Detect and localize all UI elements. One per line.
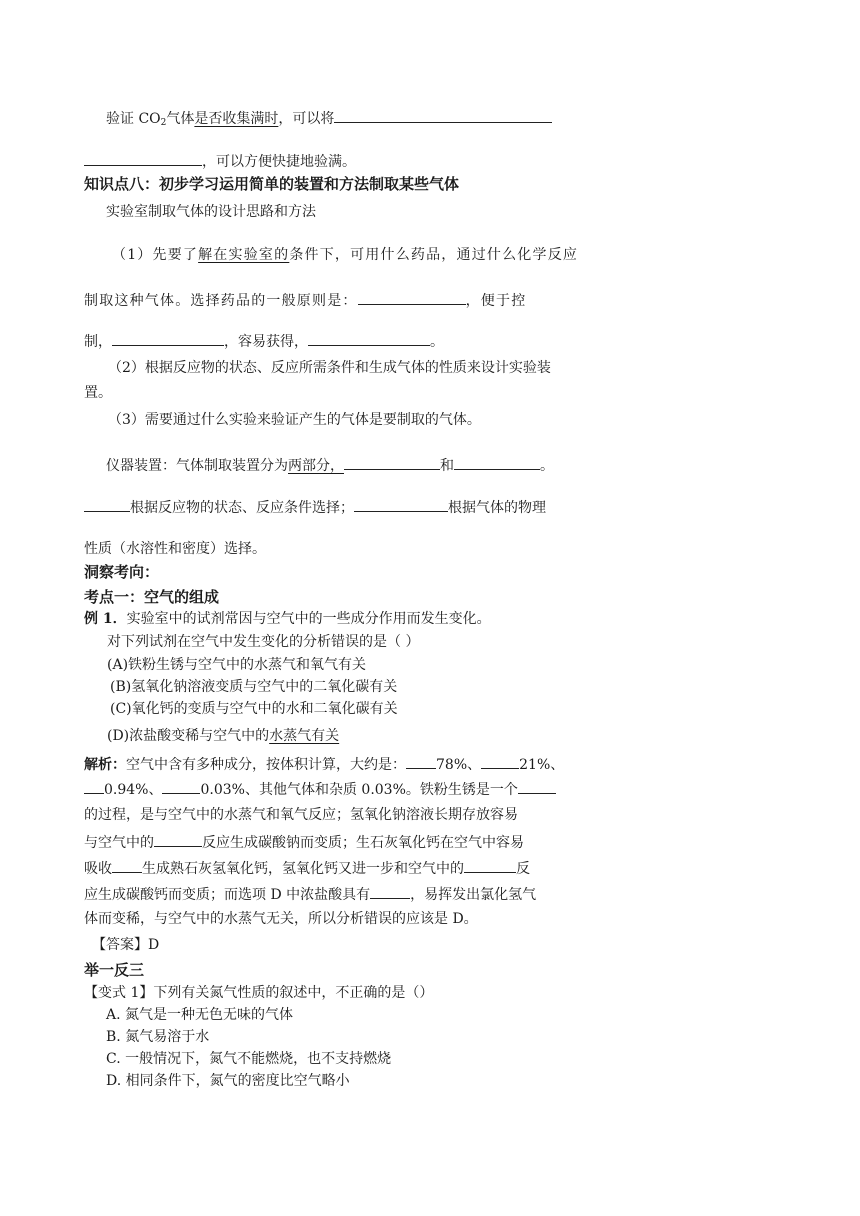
section-heading: 知识点八：初步学习运用简单的装置和方法制取某些气体 <box>84 175 460 193</box>
underlined-text: 是否收集满时 <box>194 111 279 127</box>
text: ，容易获得， <box>224 334 308 350</box>
option-c: (C)氧化钙的变质与空气中的水和二氧化碳有关 <box>110 701 398 717</box>
fill-blank[interactable] <box>84 496 130 512</box>
text: 0.94%、 <box>104 782 163 798</box>
paragraph-line: 性质（水溶性和密度）选择。 <box>84 541 266 557</box>
analysis-line <box>84 857 530 879</box>
underlined-text: 解在实验室的 <box>198 247 290 263</box>
fill-blank[interactable] <box>84 150 202 166</box>
analysis-line <box>84 778 556 800</box>
analysis-line <box>84 883 536 905</box>
text: 条件下，可用什么药品，通过什么化学反应 <box>289 247 579 263</box>
fill-blank[interactable] <box>84 778 104 794</box>
text: ，易挥发出氯化氢气 <box>410 887 537 903</box>
text: 制取这种气体。选择药品的一般原则是： <box>84 293 358 309</box>
text: 气体 <box>166 111 195 127</box>
text: 78%、 <box>436 757 482 773</box>
text: 实验室中的试剂常因与空气中的一些成分作用而发生变化。 <box>126 611 491 627</box>
text: 根据反应物的状态、反应条件选择； <box>130 500 354 516</box>
text: 反 <box>516 861 530 877</box>
analysis-line: 体而变稀，与空气中的水蒸气无关，所以分析错误的应该是 D。 <box>84 911 478 927</box>
paragraph-line <box>106 454 554 476</box>
example-title <box>84 609 491 629</box>
text: 空气中含有多种成分，按体积计算，大约是： <box>126 757 406 773</box>
text: 与空气中的 <box>84 835 154 851</box>
analysis-line <box>84 753 564 775</box>
text: 和 <box>440 458 454 474</box>
topic-heading: 考点一：空气的组成 <box>84 588 220 606</box>
question-stem: 对下列试剂在空气中发生变化的分析错误的是（ ） <box>107 634 420 650</box>
fill-blank[interactable] <box>154 831 202 847</box>
analysis-label: 解析： <box>84 757 126 773</box>
subheading: 实验室制取气体的设计思路和方法 <box>106 204 316 220</box>
fill-blank[interactable] <box>518 778 556 794</box>
option-c: C. 一般情况下，氮气不能燃烧，也不支持燃烧 <box>106 1051 392 1067</box>
fill-blank[interactable] <box>358 289 466 305</box>
text: ，可以方便快捷地验满。 <box>202 154 356 170</box>
text: (D)浓盐酸变稀与空气中的 <box>107 728 270 744</box>
fill-blank[interactable] <box>354 496 448 512</box>
option-d <box>107 726 339 746</box>
fill-blank[interactable] <box>481 753 519 769</box>
text: 吸收 <box>84 861 112 877</box>
variant-question <box>84 983 433 1003</box>
fill-blank[interactable] <box>334 107 552 123</box>
fill-blank[interactable] <box>370 883 410 899</box>
option-d: D. 相同条件下，氮气的密度比空气略小 <box>106 1073 350 1089</box>
option-a: (A)铁粉生锈与空气中的水蒸气和氧气有关 <box>107 657 367 673</box>
paragraph-line <box>84 330 444 352</box>
underlined-text: 水蒸气有关 <box>269 728 340 744</box>
example-label: 例 1． <box>84 611 127 627</box>
text: 验证 CO <box>106 111 161 127</box>
text: 下列有关氮气性质的叙述中，不正确的是（） <box>153 985 434 1001</box>
fill-blank[interactable] <box>464 857 516 873</box>
paragraph-line <box>84 289 526 311</box>
variant-label: 【变式 1】 <box>84 985 154 1001</box>
paragraph-line <box>84 496 546 518</box>
fill-blank[interactable] <box>112 857 142 873</box>
subscript: 2 <box>160 118 167 128</box>
fill-blank[interactable] <box>112 330 224 346</box>
option-a: A. 氮气是一种无色无味的气体 <box>106 1007 294 1023</box>
option-b: (B)氢氧化钠溶液变质与空气中的二氧化碳有关 <box>110 679 398 695</box>
fill-blank[interactable] <box>344 454 440 470</box>
fill-blank[interactable] <box>406 753 436 769</box>
text: 反应生成碳酸钠而变质；生石灰氧化钙在空气中容易 <box>202 835 524 851</box>
paragraph-line: （2）根据反应物的状态、反应所需条件和生成气体的性质来设计实验装 <box>108 360 551 376</box>
verify-co2-line-2 <box>84 150 356 172</box>
paragraph-line: （3）需要通过什么实验来验证产生的气体是要制取的气体。 <box>108 412 481 428</box>
text: （1）先要了 <box>112 247 199 263</box>
text: 21%、 <box>519 757 565 773</box>
section-heading: 举一反三 <box>84 961 145 979</box>
text: 0.03%、其他气体和杂质 0.03%。铁粉生锈是一个 <box>200 782 518 798</box>
fill-blank[interactable] <box>454 454 540 470</box>
option-b: B. 氮气易溶于水 <box>106 1029 210 1045</box>
text: 根据气体的物理 <box>448 500 546 516</box>
underlined-text: 两部分， <box>288 458 344 474</box>
text: 。 <box>430 334 444 350</box>
fill-blank[interactable] <box>308 330 430 346</box>
answer: 【答案】D <box>92 937 160 953</box>
section-heading: 洞察考向： <box>84 563 160 581</box>
text: 。 <box>540 458 554 474</box>
text: 制， <box>84 334 112 350</box>
text: 生成熟石灰氢氧化钙，氢氧化钙又进一步和空气中的 <box>142 861 464 877</box>
verify-co2-line <box>106 107 552 133</box>
analysis-line: 的过程，是与空气中的水蒸气和氧气反应；氢氧化钠溶液长期存放容易 <box>84 807 518 823</box>
text: 仪器装置：气体制取装置分为 <box>106 458 288 474</box>
text: ，可以将 <box>278 111 335 127</box>
text: ，便于控 <box>465 293 527 309</box>
paragraph-line <box>112 245 578 265</box>
analysis-line <box>84 831 524 853</box>
text: 应生成碳酸钙而变质；而选项 D 中浓盐酸具有 <box>84 887 371 903</box>
paragraph-line: 置。 <box>84 385 112 401</box>
fill-blank[interactable] <box>162 778 200 794</box>
